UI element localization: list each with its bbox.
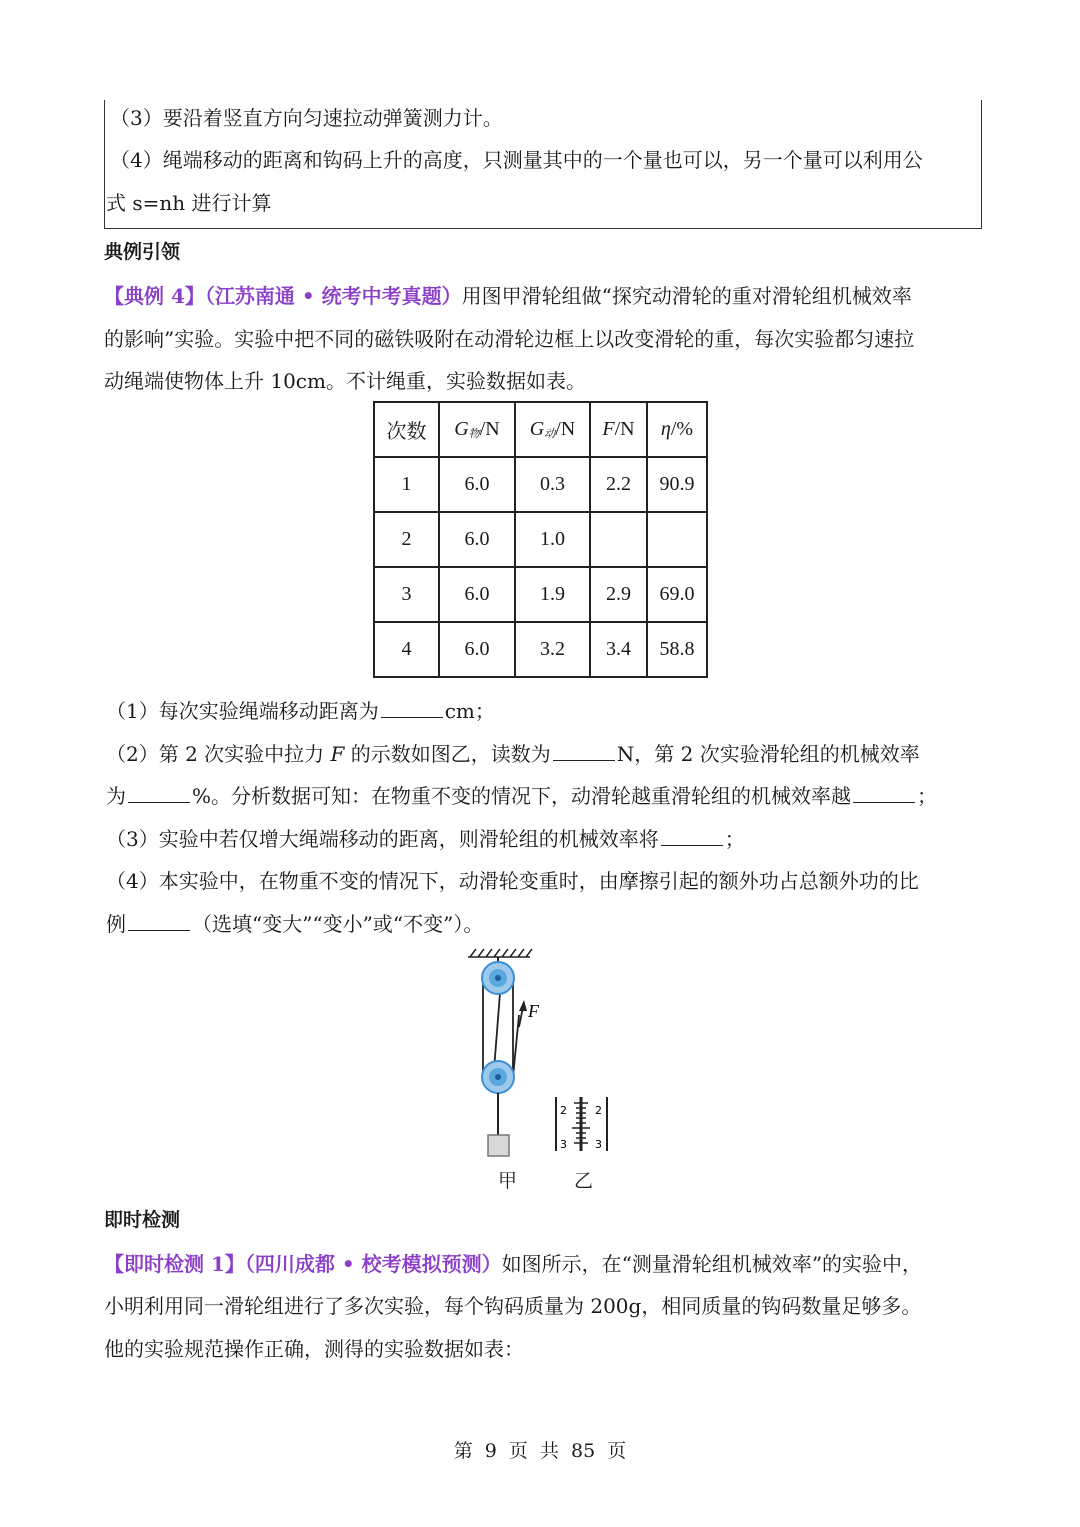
ceiling-icon: [468, 949, 532, 957]
table-row: [374, 567, 707, 622]
table-cell: 6.0: [439, 622, 515, 677]
box-item-4-line1: （4）绳端移动的距离和钩码上升的高度，只测量其中的一个量也可以，另一个量可以利用公: [110, 148, 923, 172]
question-1: （1）每次实验绳端移动距离为 cm；: [106, 699, 495, 723]
table-cell: 3.2: [515, 622, 590, 677]
table-cell: 69.0: [647, 567, 707, 622]
scale-mark-right-top: 2: [595, 1104, 602, 1117]
answer-blank[interactable]: [661, 825, 723, 846]
check-1-source: （四川成都 • 校考模拟预测）: [244, 1252, 502, 1276]
check-1-text: 如图所示，在“测量滑轮组机械效率”的实验中，: [501, 1252, 923, 1276]
box-item-4-line2: 式 s=nh 进行计算: [106, 191, 272, 215]
answer-blank[interactable]: [553, 740, 615, 761]
question-4-line1: （4）本实验中，在物重不变的情况下，动滑轮变重时，由摩擦引起的额外功占总额外功的比: [106, 869, 919, 893]
spring-scale-icon: [556, 1097, 607, 1151]
example-4-line3: 动绳端使物体上升 10cm。不计绳重，实验数据如表。: [104, 369, 586, 393]
table-cell: [647, 512, 707, 567]
header-wheel-weight: G动/N: [515, 402, 590, 457]
table-cell: 1.0: [515, 512, 590, 567]
table-cell: 0.3: [515, 457, 590, 512]
figure-caption-jia: 甲: [498, 1170, 518, 1192]
question-4-line2: 例 （选填“变大”“变小”或“不变”）。: [106, 912, 484, 936]
answer-blank[interactable]: [381, 697, 443, 718]
table-cell: 58.8: [647, 622, 707, 677]
question-3: （3）实验中若仅增大绳端移动的距离，则滑轮组的机械效率将 ；: [106, 827, 745, 851]
fixed-pulley-icon: [482, 962, 514, 994]
experiment-data-table: [373, 401, 708, 678]
answer-blank[interactable]: [853, 782, 915, 803]
check-1-tag: 【即时检测 1】: [104, 1252, 245, 1276]
check-1-line2: 小明利用同一滑轮组进行了多次实验，每个钩码质量为 200g，相同质量的钩码数量足够多。: [104, 1294, 922, 1318]
section-heading-examples: 典例引领: [104, 241, 181, 263]
table-cell: 4: [374, 622, 439, 677]
table-row: [374, 457, 707, 512]
header-force: F/N: [590, 402, 647, 457]
table-cell: 2.9: [590, 567, 647, 622]
box-item-3: （3）要沿着竖直方向匀速拉动弹簧测力计。: [110, 106, 503, 130]
movable-pulley-icon: [482, 1061, 514, 1093]
table-cell: 1.9: [515, 567, 590, 622]
example-4-source: （江苏南通 • 统考中考真题）: [204, 284, 462, 308]
header-efficiency: η/%: [647, 402, 707, 457]
example-4-line1: [104, 282, 912, 310]
question-2-line2: 为 %。分析数据可知：在物重不变的情况下，动滑轮越重滑轮组的机械效率越 ；: [106, 784, 938, 808]
table-cell: 6.0: [439, 512, 515, 567]
check-1-line3: 他的实验规范操作正确，测得的实验数据如表：: [104, 1337, 524, 1361]
table-row: [374, 622, 707, 677]
table-cell: 90.9: [647, 457, 707, 512]
weight-block-icon: [488, 1135, 509, 1156]
table-cell: 3: [374, 567, 439, 622]
example-4-tag: 【典例 4】: [104, 284, 205, 308]
header-count: 次数: [374, 402, 439, 457]
table-row: [374, 512, 707, 567]
pulley-figure: [440, 945, 640, 1165]
table-cell: 6.0: [439, 457, 515, 512]
table-cell: [590, 512, 647, 567]
table-cell: 3.4: [590, 622, 647, 677]
table-cell: 1: [374, 457, 439, 512]
header-object-weight: G物/N: [439, 402, 515, 457]
answer-blank[interactable]: [128, 782, 190, 803]
figure-caption-yi: 乙: [574, 1170, 594, 1192]
check-1-line1: [104, 1250, 922, 1278]
table-cell: 2: [374, 512, 439, 567]
table-header-row: [374, 402, 707, 457]
table-cell: 6.0: [439, 567, 515, 622]
scale-mark-right-bottom: 3: [595, 1138, 602, 1151]
table-cell: 2.2: [590, 457, 647, 512]
section-heading-check: 即时检测: [104, 1209, 181, 1231]
scale-mark-left-bottom: 3: [560, 1138, 567, 1151]
example-4-text: 用图甲滑轮组做“探究动滑轮的重对滑轮组机械效率: [461, 284, 912, 308]
force-label: F: [528, 1001, 539, 1021]
question-2-line1: （2）第 2 次实验中拉力 F 的示数如图乙，读数为 N，第 2 次实验滑轮组的机械效率: [106, 742, 920, 766]
page-footer: 第 9 页 共 85 页: [453, 1440, 627, 1462]
scale-mark-left-top: 2: [560, 1104, 567, 1117]
force-arrow-icon: [519, 1000, 527, 1027]
example-4-line2: 的影响”实验。实验中把不同的磁铁吸附在动滑轮边框上以改变滑轮的重，每次实验都匀速拉: [104, 327, 915, 351]
answer-blank[interactable]: [128, 910, 190, 931]
